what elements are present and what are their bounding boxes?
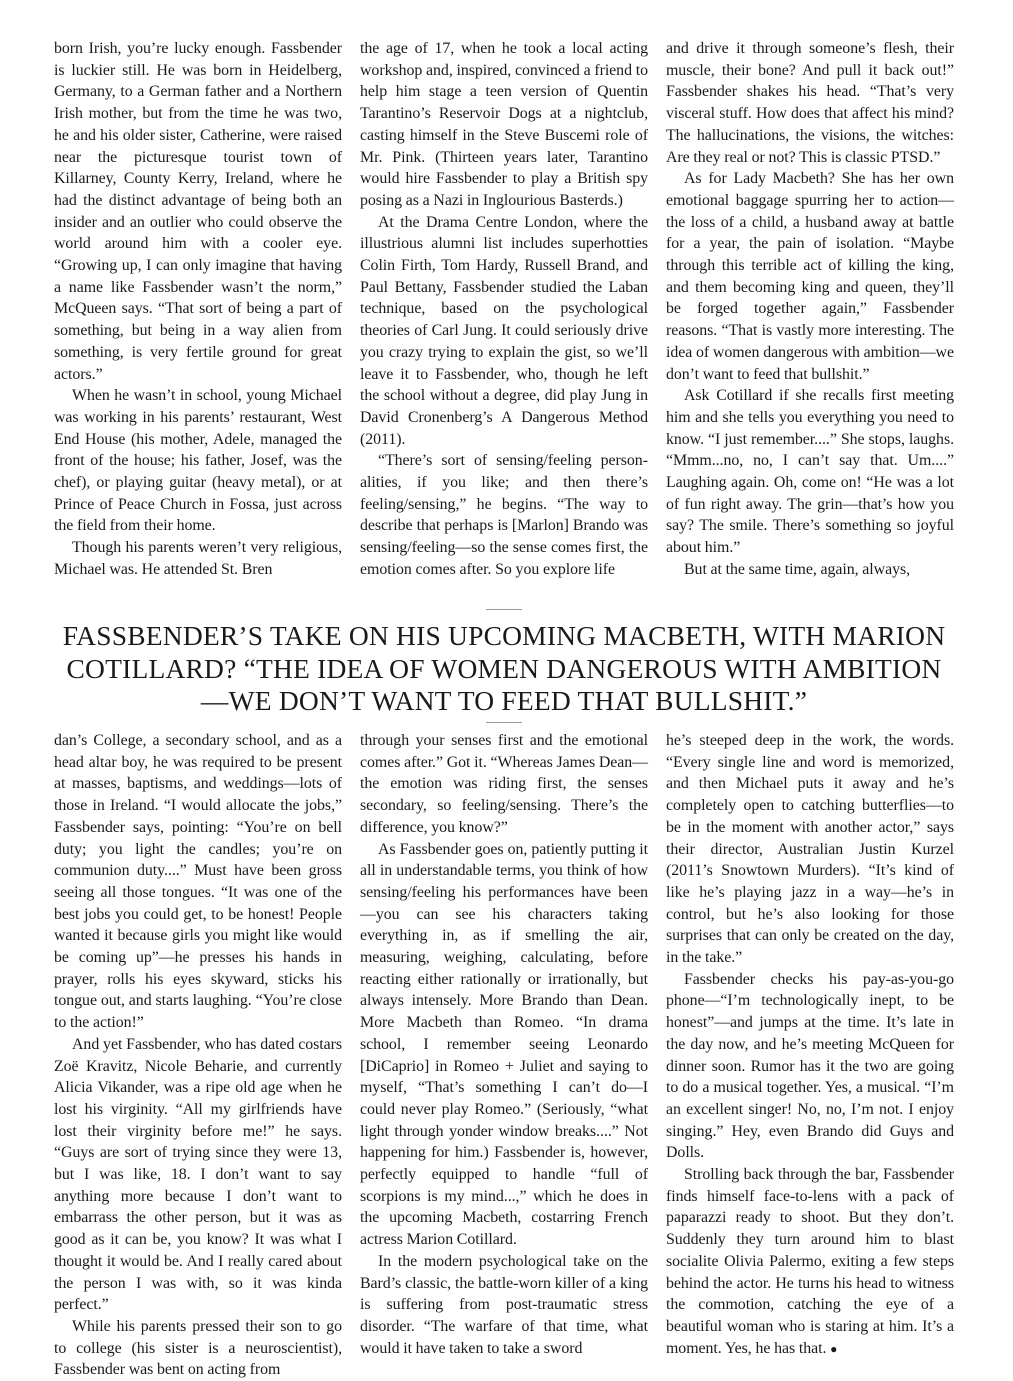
paragraph: When he wasn’t in school, young Michael was working in his parents’ restaurant, West End House (his mother, Adele, managed the front of the house; his father, Josef, was the chef), or playing guitar (heavy metal), or at Prince of Peace Church in Fossa, just across the field from their home. [54, 387, 342, 535]
paragraph: In the modern psychological take on the Bard’s classic, the battle-worn killer of a king is suffering from post-traumatic stress disorder. “The warfare of that time, what would it have taken to take a sword [360, 1252, 648, 1357]
bottom-text-block [54, 730, 954, 1379]
bottom-column-1 [54, 730, 342, 1379]
paragraph: While his parents pressed their son to go to college (his sister is a neuroscientist), Fassbender was bent on acting from [54, 1317, 342, 1379]
paragraph: dan’s College, a secondary school, and as a head altar boy, he was required to be present at masses, baptisms, and weddings—lots of those in Ireland. “I would allocate the jobs,” Fassbender says, pointing: “You’re on bell duty; you light the candles; you’re on communion duty....” Must have been gross seeing all those tongues. “It was one of the best jobs you could get, to be honest! People wanted it because girls you might like would be coming up”—he presses his hands in prayer, rolls his eyes skyward, sticks his tongue out, and starts laughing. “You’re close to the action!” [54, 732, 342, 1032]
paragraph: Fassbender checks his pay-as-you-go phone—“I’m technologically inept, to be honest”—and jumps at the time. It’s late in the day now, and he’s meeting McQueen for dinner soon. Rumor has it the two are going to do a musical together. Yes, a musical. “I’m an excellent singer! No, no, I’m not. I enjoy singing.” Hey, even Brando did Guys and Dolls. [666, 970, 954, 1162]
paragraph: Though his parents weren’t very religious, Michael was. He attended St. Bren [54, 539, 342, 578]
top-column-3 [666, 38, 954, 598]
bottom-column-2 [360, 730, 648, 1357]
paragraph: and drive it through someone’s flesh, their muscle, their bone? And pull it back out!” Fassbender shakes his head. “That’s very visceral stuff. How does that affect his mind? The hallucinations, the visions, the witches: Are they real or not? This is classic PTSD.” [666, 40, 954, 166]
paragraph: “There’s sort of sensing/feeling personalities, if you like; and then there’s feeling/sensing,” he begins. “The way to describe that perhaps is [Marlon] Brando was sensing/feeling—so the sense comes first, the emotion comes after. So you explore life [360, 452, 648, 578]
paragraph: And yet Fassbender, who has dated costars Zoë Kravitz, Nicole Beharie, and currently Alicia Vikander, was a ripe old age when he lost his virginity. “All my girlfriends have lost their virginity before me!” he says. “Guys are sort of trying since they were 13, but I was like, 18. I don’t want to say anything more because I don’t want to embarrass the other person, but it was as good as it can be, you know? It was what I thought it would be. And I really cared about the person I was with, so it was kinda perfect.” [54, 1035, 342, 1314]
top-column-1 [54, 38, 342, 598]
paragraph: the age of 17, when he took a local acting workshop and, inspired, convinced a friend to help him stage a teen version of Quentin Tarantino’s Reservoir Dogs at a nightclub, casting himself in the Steve Buscemi role of Mr. Pink. (Thirteen years later, Tarantino would hire Fassbender to play a British spy posing as a Nazi in Inglourious Basterds.) [360, 40, 648, 209]
paragraph: At the Drama Centre London, where the illustrious alumni list includes superhotties Colin Firth, Tom Hardy, Russell Brand, and Paul Bettany, Fassbender studied the Laban technique, based on the psychological theories of Carl Jung. It could seriously drive you crazy trying to explain the gist, so we’ll leave it to Fassbender, who, though he left the school without a degree, did play Jung in David Cronenberg’s A Dangerous Method (2011). [360, 213, 648, 448]
paragraph: As for Lady Macbeth? She has her own emotional baggage spurring her to action—the loss of a child, a husband away at battle for a year, the pain of isolation. “Maybe through this terrible act of killing the king, and them becoming king and queen, they’ll be forged together again,” Fassbender reasons. “That is vastly more interesting. The idea of women dangerous with ambition—we don’t want to feed that bullshit.” [666, 170, 954, 383]
pull-quote-bottom-rule [486, 722, 522, 723]
pull-quote-text: FASSBENDER’S TAKE ON HIS UPCOMING MACBETH, WITH MARION COTILLARD? “THE IDEA OF WOMEN DANGEROUS WITH AMBITION—WE DON’T WANT TO FEED THAT BULLSHIT.” [62, 620, 946, 716]
paragraph: through your senses first and the emotional comes after.” Got it. “Whereas James Dean—the emotion was riding first, the senses secondary, so feeling/sensing. There’s the difference, you know?” [360, 732, 648, 836]
paragraph [666, 1164, 954, 1360]
end-mark-icon: ● [830, 1341, 838, 1356]
paragraph: As Fassbender goes on, patiently putting it all in understandable terms, you think of how sensing/feeling his performances have been—you can see his characters taking everything in, as if smelling the air, measuring, weighing, calculating, before reacting either rationally or irrationally, but always intensely. More Brando than Dean. More Macbeth than Romeo. “In drama school, I remember seeing Leonardo [DiCaprio] in Romeo + Juliet and saying to myself, “That’s something I can’t do—I could never play Romeo.” (Seriously, “what light through yonder window breaks....” Not happening for him.) Fassbender is, however, perfectly equipped to handle “full of scorpions is my mind...,” which he does in the upcoming Macbeth, costarring French actress Marion Cotillard. [360, 840, 648, 1249]
paragraph: But at the same time, again, always, [684, 560, 911, 578]
paragraph-text: Strolling back through the bar, Fassbender finds himself face-to-lens with a pack of paparazzi ready to shoot. But they don’t. Suddenly they turn around him to blast socialite Olivia Palermo, exiting a few steps behind the actor. He turns his head to witness the commotion, catching the eye of a beautiful woman who is staring at him. It’s a moment. Yes, he has that. [666, 1166, 954, 1357]
top-text-block [54, 38, 954, 598]
bottom-column-3 [666, 730, 954, 1357]
pull-quote-top-rule [486, 609, 522, 610]
pull-quote [54, 620, 954, 718]
paragraph: Ask Cotillard if she recalls first meeting him and she tells you everything you need to know. “I just remember....” She stops, laughs. “Mmm...no, no, I can’t say that. Um....” Laughing again. Oh, come on! “He was a lot of fun right away. The grin—that’s how you say? The smile. There’s something so joyful about him.” [666, 387, 954, 557]
top-column-2 [360, 38, 648, 598]
paragraph: he’s steeped deep in the work, the words. “Every single line and word is memorized, and then Michael puts it away and he’s completely open to catching butterflies—to be in the moment with another actor,” says their director, Australian Justin Kurzel (2011’s Snowtown Murders). “It’s kind of like he’s playing jazz in a way—he’s in control, but he’s also looking for those surprises that can only be created on the day, in the take.” [666, 732, 954, 967]
paragraph: born Irish, you’re lucky enough. Fassbender is luckier still. He was born in Heidelberg, Germany, to a German father and a Northern Irish mother, but from the time he was two, he and his older sister, Catherine, were raised near the picturesque tourist town of Killarney, County Kerry, Ireland, where he had the distinct advantage of being both an insider and an outlier who could observe the world around him with a cooler eye. “Growing up, I can only imagine that having a name like Fassbender wasn’t the norm,” McQueen says. “That sort of being a part of something, but being in a way alien from something, is very fertile ground for great actors.” [54, 40, 342, 383]
